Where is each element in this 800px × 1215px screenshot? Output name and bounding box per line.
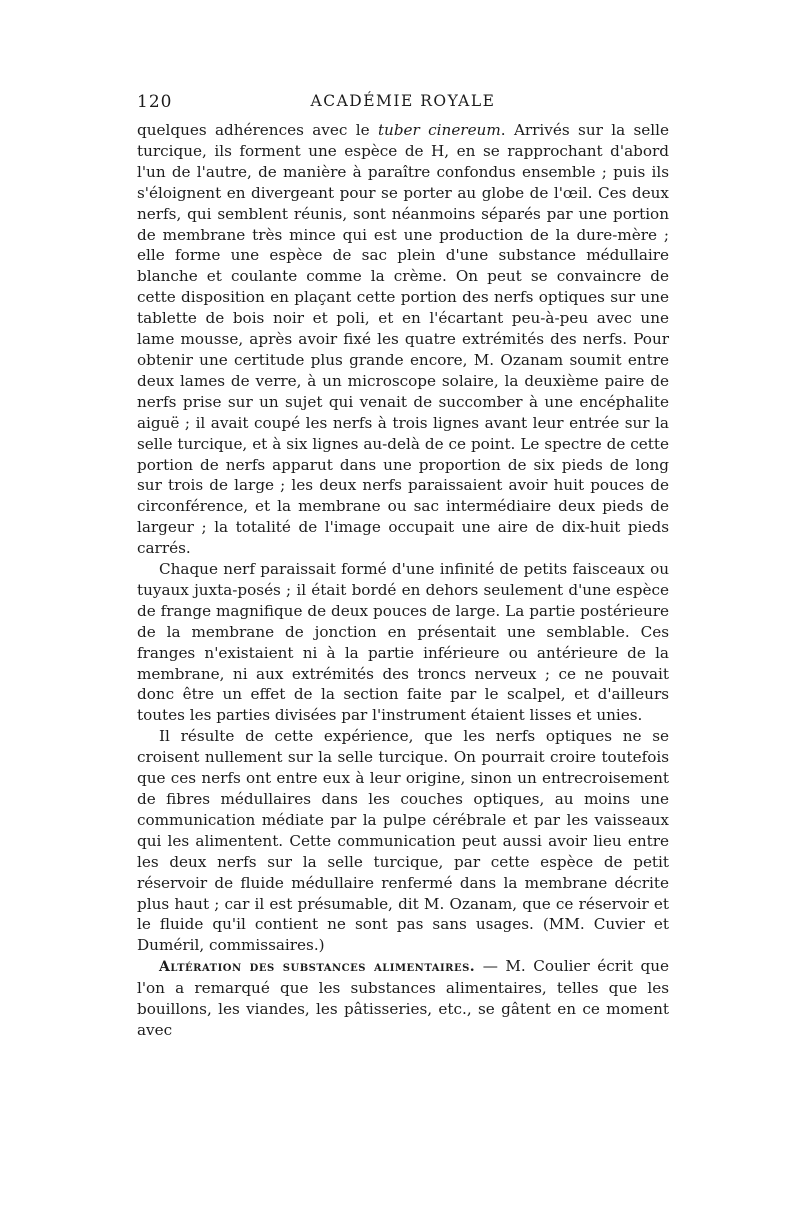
book-page (137, 92, 669, 1041)
body-text (137, 120, 669, 1041)
paragraph-4-text: — M. Coulier écrit que l'on a remarqué que les substances alimentaires, telles que les bouillons, les viandes, les pâtisseries, etc., se gâtent en ce moment avec (137, 957, 669, 1039)
paragraph-1 (137, 120, 669, 559)
paragraph-1-start: quelques adhérences avec le (137, 121, 378, 139)
section-heading: Altération des substances alimentaires. (159, 959, 476, 976)
running-head (137, 92, 669, 116)
paragraph-3-text: Il résulte de cette expérience, que les nerfs optiques ne se croisent nullement sur la selle turcique. On pourrait croire toutefois que ces nerfs ont entre eux à leur origine, sinon un entrecroisement de fibres médullaires dans les couches optiques, au moins une communication médiate par la pulpe cérébrale et par les vaisseaux qui les alimentent. Cette communication peut aussi avoir lieu entre les deux nerfs sur la selle turcique, par cette espèce de petit réservoir de fluide médullaire renfermé dans la membrane décrite plus haut ; car il est présumable, dit M. Ozanam, que ce réservoir et le fluide qu'il contient ne sont pas sans usages. (MM. Cuvier et Duméril, commissaires.) (137, 727, 669, 955)
running-title: ACADÉMIE ROYALE (310, 92, 496, 110)
italic-term-tuber-cinereum: tuber cinereum (377, 121, 501, 139)
paragraph-2 (137, 559, 669, 726)
page-number: 120 (137, 92, 173, 112)
paragraph-4 (137, 956, 669, 1041)
paragraph-2-text: Chaque nerf paraissait formé d'une infinité de petits faisceaux ou tuyaux juxta-posés ; il était bordé en dehors seulement d'une espèce de frange magnifique de deux pouces de large. La partie postérieure de la membrane de jonction en présentait une semblable. Ces franges n'existaient ni à la partie inférieure ou antérieure de la membrane, ni aux extrémités des troncs nerveux ; ce ne pouvait donc être un effet de la section faite par le scalpel, et d'ailleurs toutes les parties divisées par l'instrument étaient lisses et unies. (137, 560, 669, 725)
paragraph-3 (137, 726, 669, 956)
paragraph-1-rest: . Arrivés sur la selle turcique, ils forment une espèce de H, en se rapprochant d'abord l'un de l'autre, de manière à paraître confondus ensemble ; puis ils s'éloignent en divergeant pour se porter au globe de l'œil. Ces deux nerfs, qui semblent réunis, sont néanmoins séparés par une portion de membrane très mince qui est une production de la dure-mère ; elle forme une espèce de sac plein d'une substance médullaire blanche et coulante comme la crème. On peut se convaincre de cette disposition en plaçant cette portion des nerfs optiques sur une tablette de bois noir et poli, et en l'écartant peu-à-peu avec une lame mousse, après avoir fixé les quatre extrémités des nerfs. Pour obtenir une certitude plus grande encore, M. Ozanam soumit entre deux lames de verre, à un microscope solaire, la deuxième paire de nerfs prise sur un sujet qui venait de succomber à une encéphalite aiguë ; il avait coupé les nerfs à trois lignes avant leur entrée sur la selle turcique, et à six lignes au-delà de ce point. Le spectre de cette portion de nerfs apparut dans une proportion de six pieds de long sur trois de large ; les deux nerfs paraissaient avoir huit pouces de circonférence, et la membrane ou sac intermédiaire deux pieds de largeur ; la totalité de l'image occupait une aire de dix-huit pieds carrés. (137, 121, 669, 558)
